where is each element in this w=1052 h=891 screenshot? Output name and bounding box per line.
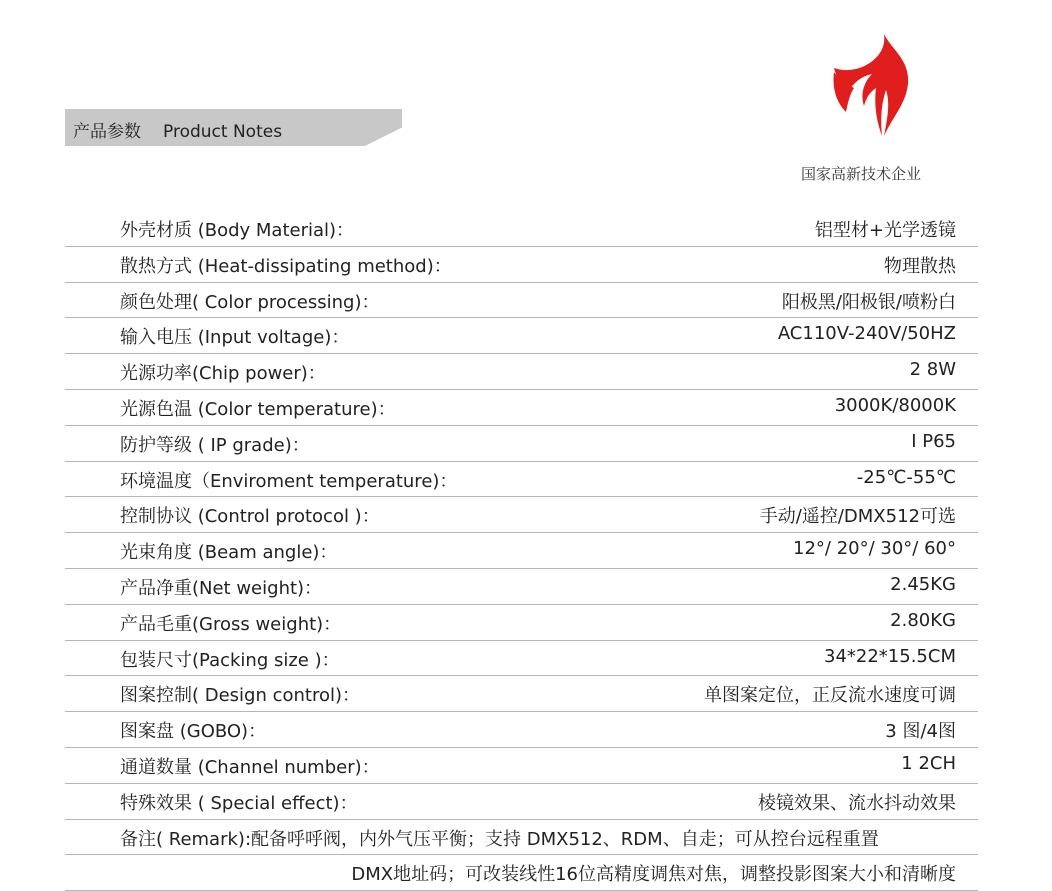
spec-label: 防护等级 ( IP grade)： xyxy=(120,434,310,456)
spec-value: 2.80KG xyxy=(890,609,956,631)
spec-label: 包装尺寸(Packing size )： xyxy=(120,649,340,671)
section-header-title xyxy=(73,117,282,142)
spec-value: 铝型材+光学透镜 xyxy=(814,220,956,241)
spec-value: I P65 xyxy=(911,430,956,452)
spec-label: 散热方式 (Heat-dissipating method)： xyxy=(120,255,452,277)
spec-row xyxy=(65,354,978,390)
spec-label: 输入电压 (Input voltage)： xyxy=(120,327,350,349)
spec-row xyxy=(65,748,978,784)
header-title-en: Product Notes xyxy=(163,122,283,142)
company-caption: 国家高新技术企业 xyxy=(801,165,922,183)
spec-value: 2.45KG xyxy=(890,574,956,595)
spec-row xyxy=(65,211,978,247)
spec-label: 外壳材质 (Body Material)： xyxy=(120,220,355,241)
spec-value: 1 2CH xyxy=(901,753,956,774)
spec-row xyxy=(65,605,978,641)
spec-row xyxy=(65,569,978,605)
spec-row xyxy=(65,533,978,569)
spec-value: 单图案定位，正反流水速度可调 xyxy=(704,685,956,707)
remark-label xyxy=(120,825,879,851)
spec-label: 图案盘 (GOBO)： xyxy=(120,721,267,743)
remark-line-1: :配备呼呼阀，内外气压平衡；支持 DMX512、RDM、自走；可从控台远程重置 xyxy=(244,828,879,850)
spec-value: 手动/遥控/DMX512可选 xyxy=(759,506,956,528)
spec-label: 环境温度（Enviroment temperature)： xyxy=(120,470,458,492)
spec-label: 特殊效果 ( Special effect)： xyxy=(120,792,358,814)
spec-value: 34*22*15.5CM xyxy=(824,645,956,667)
spec-row xyxy=(65,676,978,712)
remark-row-continued xyxy=(65,855,978,891)
spec-row xyxy=(65,784,978,820)
spec-label: 产品毛重(Gross weight)： xyxy=(120,613,342,635)
spec-value: 3000K/8000K xyxy=(834,395,956,416)
spec-label: 光束角度 (Beam angle)： xyxy=(120,542,338,564)
spec-value: -25℃-55℃ xyxy=(856,466,956,488)
spec-label: 图案控制( Design control)： xyxy=(120,685,361,707)
spec-value: 阳极黑/阳极银/喷粉白 xyxy=(781,291,956,313)
spec-row xyxy=(65,247,978,283)
spec-value: 物理散热 xyxy=(884,255,956,277)
spec-value: AC110V-240V/50HZ xyxy=(777,323,956,345)
spec-value: 3 图/4图 xyxy=(885,721,956,743)
spec-row xyxy=(65,283,978,319)
spec-row xyxy=(65,318,978,354)
spec-value: 12°/ 20°/ 30°/ 60° xyxy=(793,538,956,560)
spec-value: 2 8W xyxy=(909,359,956,381)
spec-row xyxy=(65,426,978,462)
remark-line-2: DMX地址码；可改装线性16位高精度调焦对焦，调整投影图案大小和清晰度 xyxy=(351,864,956,886)
flame-logo-icon xyxy=(826,32,912,142)
spec-row xyxy=(65,641,978,677)
spec-label: 通道数量 (Channel number)： xyxy=(120,757,380,778)
spec-label: 控制协议 (Control protocol )： xyxy=(120,506,380,528)
spec-value: 棱镜效果、流水抖动效果 xyxy=(758,792,956,814)
spec-label: 光源色温 (Color temperature)： xyxy=(120,399,396,420)
remark-title: 备注( Remark) xyxy=(120,828,245,850)
header-title-cn: 产品参数 xyxy=(73,122,141,142)
spec-label: 光源功率(Chip power)： xyxy=(120,363,326,385)
spec-label: 颜色处理( Color processing)： xyxy=(120,291,380,313)
remark-row xyxy=(65,820,978,856)
spec-row xyxy=(65,462,978,498)
spec-row xyxy=(65,712,978,748)
spec-row xyxy=(65,390,978,426)
spec-label: 产品净重(Net weight)： xyxy=(120,578,323,599)
spec-row xyxy=(65,497,978,533)
